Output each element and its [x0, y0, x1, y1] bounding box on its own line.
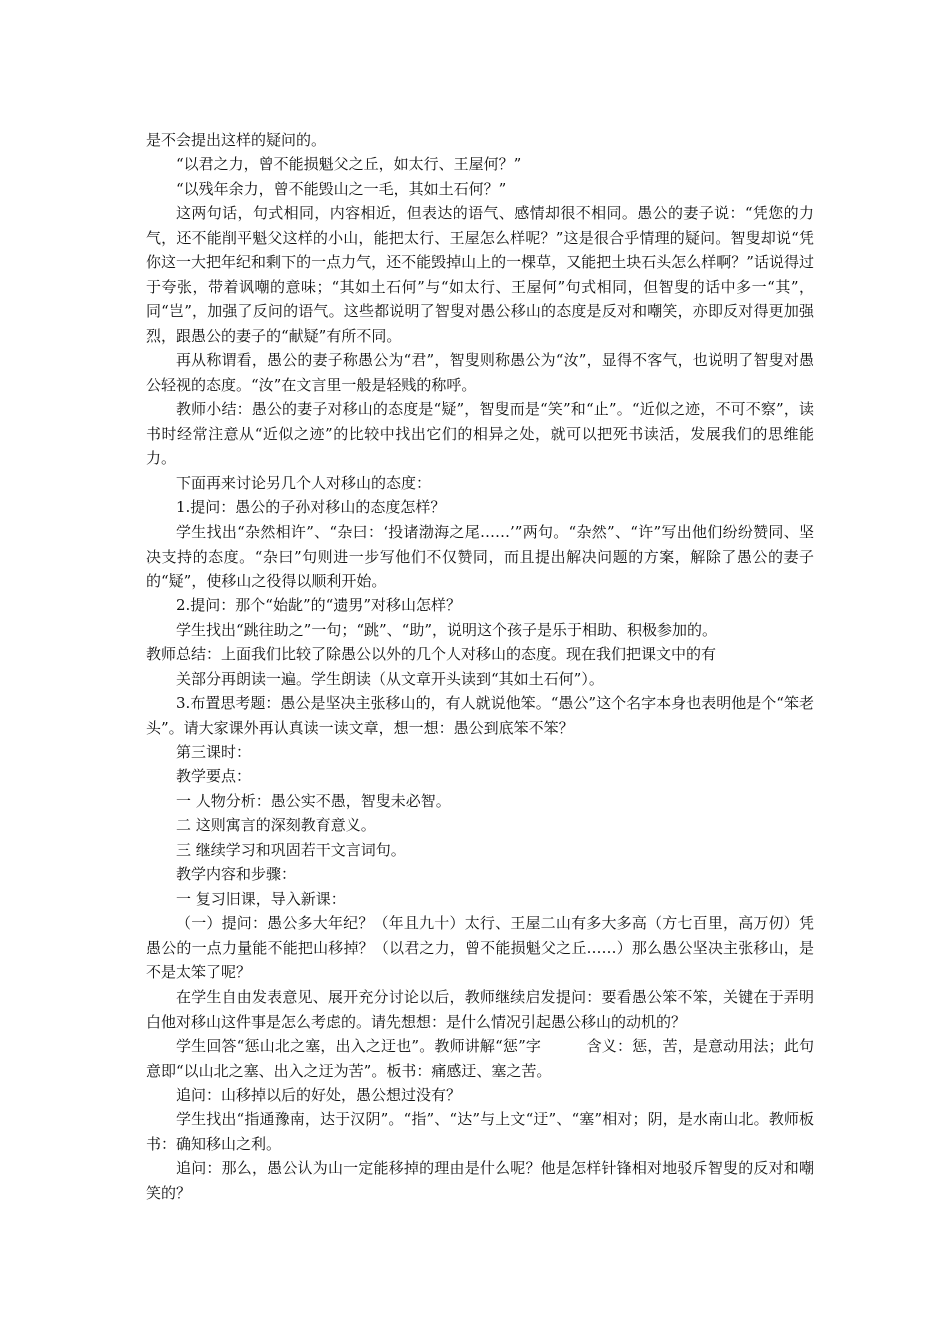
paragraph-7: 下面再来讨论另几个人对移山的态度： — [176, 474, 432, 492]
paragraph-3: “以残年余力，曾不能毁山之一毛，其如土石何？” — [176, 180, 507, 198]
paragraph-11: 学生找出“跳往助之”一句；“跳”、“助”，说明这个孩子是乐于相助、积极参加的。 — [176, 621, 718, 639]
paragraph-4: 这两句话，句式相同，内容相近，但表达的语气、感情却很不相同。愚公的妻子说：“凭您的力气，还不能削平魁父这样的小山，能把太行、王屋怎么样呢？”这是很合乎情理的疑问。智叟却说“凭你这一大把年纪和剩下的一点力气，还不能毁掉山上的一棵草，又能把土块石头怎么样啊？”话说得过于夸张，带着讽嘲的意味；“其如土石何”与“如太行、王屋何”句式相同，但智叟的话中多一“其”，同“岂”，加强了反问的语气。这些都说明了智叟对愚公移山的态度是反对和嘲笑，亦即反对得更加强烈，跟愚公的妻子的“献疑”有所不同。 — [146, 204, 814, 345]
paragraph-25: 追问：山移掉以后的好处，愚公想过没有？ — [176, 1086, 462, 1104]
paragraph-2: “以君之力，曾不能损魁父之丘，如太行、王屋何？” — [176, 155, 522, 173]
paragraph-15: 第三课时： — [176, 743, 252, 761]
paragraph-22: （一）提问：愚公多大年纪？（年且九十）太行、王屋二山有多大多高（方七百里，高万仞）凭愚公的一点力量能不能把山移掉？（以君之力，曾不能损魁父之丘……）那么愚公坚决主张移山，是不是太笨了呢？ — [146, 914, 814, 981]
paragraph-26: 学生找出“指通豫南，达于汉阴”。“指”、“达”与上文“迂”、“塞”相对；阴，是水南山北。教师板书：确知移山之利。 — [146, 1110, 814, 1153]
paragraph-9: 学生找出“杂然相许”、“杂曰：‘投诸渤海之尾……’”两句。“杂然”、“许”写出他们纷纷赞同、坚决支持的态度。“杂曰”句则进一步写他们不仅赞同，而且提出解决问题的方案，解除了愚公的妻子的“疑”，使移山之役得以顺利开始。 — [146, 523, 814, 590]
paragraph-12: 教师总结：上面我们比较了除愚公以外的几个人对移山的态度。现在我们把课文中的有 — [146, 645, 717, 663]
paragraph-17: 一 人物分析：愚公实不愚，智叟未必智。 — [176, 792, 451, 810]
paragraph-19: 三 继续学习和巩固若干文言词句。 — [176, 841, 406, 859]
paragraph-14: 3.布置思考题：愚公是坚决主张移山的，有人就说他笨。“愚公”这个名字本身也表明他是个“笨老头”。请大家课外再认真读一读文章，想一想：愚公到底笨不笨？ — [146, 694, 814, 737]
paragraph-23: 在学生自由发表意见、展开充分讨论以后，教师继续启发提问：要看愚公笨不笨，关键在于弄明白他对移山这件事是怎么考虑的。请先想想：是什么情况引起愚公移山的动机的？ — [146, 988, 814, 1031]
paragraph-5: 再从称谓看，愚公的妻子称愚公为“君”，智叟则称愚公为“汝”，显得不客气，也说明了智叟对愚公轻视的态度。“汝”在文言里一般是轻贱的称呼。 — [146, 351, 814, 394]
paragraph-10: 2.提问：那个“始龀”的“遗男”对移山怎样？ — [176, 596, 461, 614]
paragraph-8: 1.提问：愚公的子孙对移山的态度怎样？ — [176, 498, 446, 516]
paragraph-16: 教学要点： — [176, 767, 252, 785]
paragraph-24: 学生回答“惩山北之塞，出入之迂也”。教师讲解“惩”字 含义：惩，苦，是意动用法；此句意即“以山北之塞、出入之迂为苦”。板书：痛感迂、塞之苦。 — [146, 1037, 814, 1080]
paragraph-20: 教学内容和步骤： — [176, 865, 297, 883]
paragraph-21: 一 复习旧课，导入新课： — [176, 890, 346, 908]
paragraph-13: 关部分再朗读一遍。学生朗读（从文章开头读到“其如土石何”）。 — [176, 670, 604, 688]
paragraph-1: 是不会提出这样的疑问的。 — [146, 131, 327, 149]
paragraph-6: 教师小结：愚公的妻子对移山的态度是“疑”，智叟而是“笑”和“止”。“近似之迹，不可不察”，读书时经常注意从“近似之迹”的比较中找出它们的相异之处，就可以把死书读活，发展我们的思维能力。 — [146, 400, 814, 467]
paragraph-18: 二 这则寓言的深刻教育意义。 — [176, 816, 376, 834]
paragraph-27: 追问：那么，愚公认为山一定能移掉的理由是什么呢？他是怎样针锋相对地驳斥智叟的反对和嘲笑的？ — [146, 1159, 814, 1202]
